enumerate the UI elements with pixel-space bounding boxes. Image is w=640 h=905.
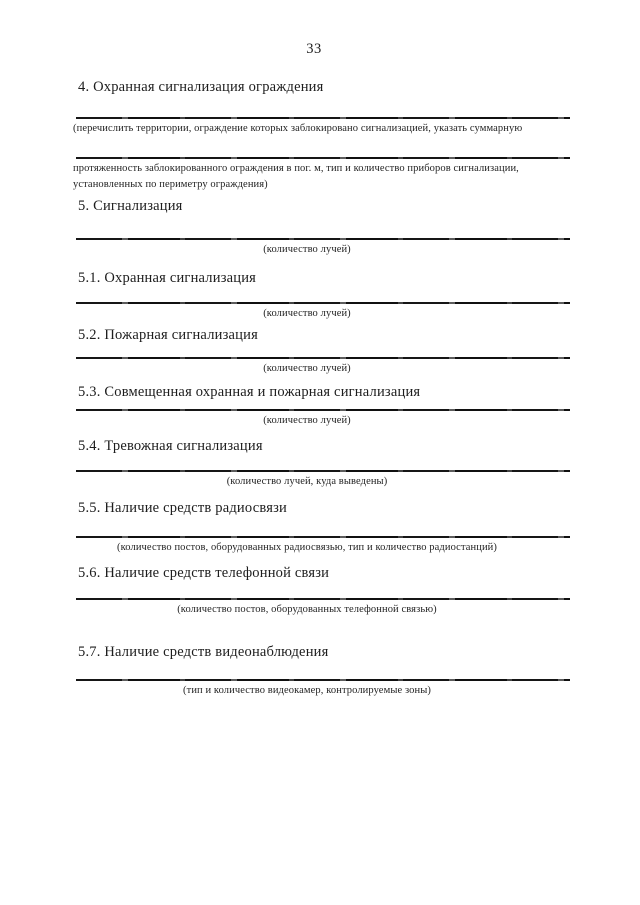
field-caption-line-1: протяженность заблокированного ограждения в пог. м, тип и количество приборов сигнализации, bbox=[73, 163, 519, 174]
fill-in-line bbox=[76, 409, 570, 411]
field-caption-line-2: установленных по периметру ограждения) bbox=[73, 179, 268, 190]
fill-in-line bbox=[76, 536, 570, 538]
fill-in-line bbox=[76, 470, 570, 472]
field-caption bbox=[72, 161, 573, 193]
section-4-heading: 4. Охранная сигнализация ограждения bbox=[78, 79, 324, 95]
section-5-heading: 5. Сигнализация bbox=[78, 198, 183, 214]
field-caption: (тип и количество видеокамер, контролируемые зоны) bbox=[183, 685, 431, 696]
field-caption: (количество лучей, куда выведены) bbox=[226, 476, 388, 487]
section-5-7-heading: 5.7. Наличие средств видеонаблюдения bbox=[78, 644, 329, 660]
field-caption: (количество лучей) bbox=[263, 415, 351, 426]
section-5-4-heading: 5.4. Тревожная сигнализация bbox=[78, 438, 263, 454]
field-caption: (количество лучей) bbox=[263, 363, 351, 374]
section-5-2-heading: 5.2. Пожарная сигнализация bbox=[78, 327, 258, 343]
fill-in-line bbox=[76, 598, 570, 600]
section-5-1-heading: 5.1. Охранная сигнализация bbox=[78, 270, 257, 286]
section-5-5-heading: 5.5. Наличие средств радиосвязи bbox=[78, 500, 287, 516]
fill-in-line bbox=[76, 117, 570, 119]
field-caption: (количество постов, оборудованных радиосвязью, тип и количество радиостанций) bbox=[117, 542, 497, 553]
document-content-area bbox=[72, 0, 572, 905]
fill-in-line bbox=[76, 157, 570, 159]
section-5-3-heading: 5.3. Совмещенная охранная и пожарная сигнализация bbox=[78, 384, 421, 400]
field-caption: (количество постов, оборудованных телефонной связью) bbox=[177, 604, 437, 615]
fill-in-line bbox=[76, 302, 570, 304]
field-caption: (количество лучей) bbox=[263, 308, 351, 319]
field-caption: (перечислить территории, ограждение которых заблокировано сигнализацией, указать суммарную bbox=[73, 123, 523, 134]
field-caption: (количество лучей) bbox=[263, 244, 351, 255]
page-number: 33 bbox=[306, 41, 322, 57]
fill-in-line bbox=[76, 357, 570, 359]
fill-in-line bbox=[76, 679, 570, 681]
fill-in-line bbox=[76, 238, 570, 240]
section-5-6-heading: 5.6. Наличие средств телефонной связи bbox=[78, 565, 330, 581]
